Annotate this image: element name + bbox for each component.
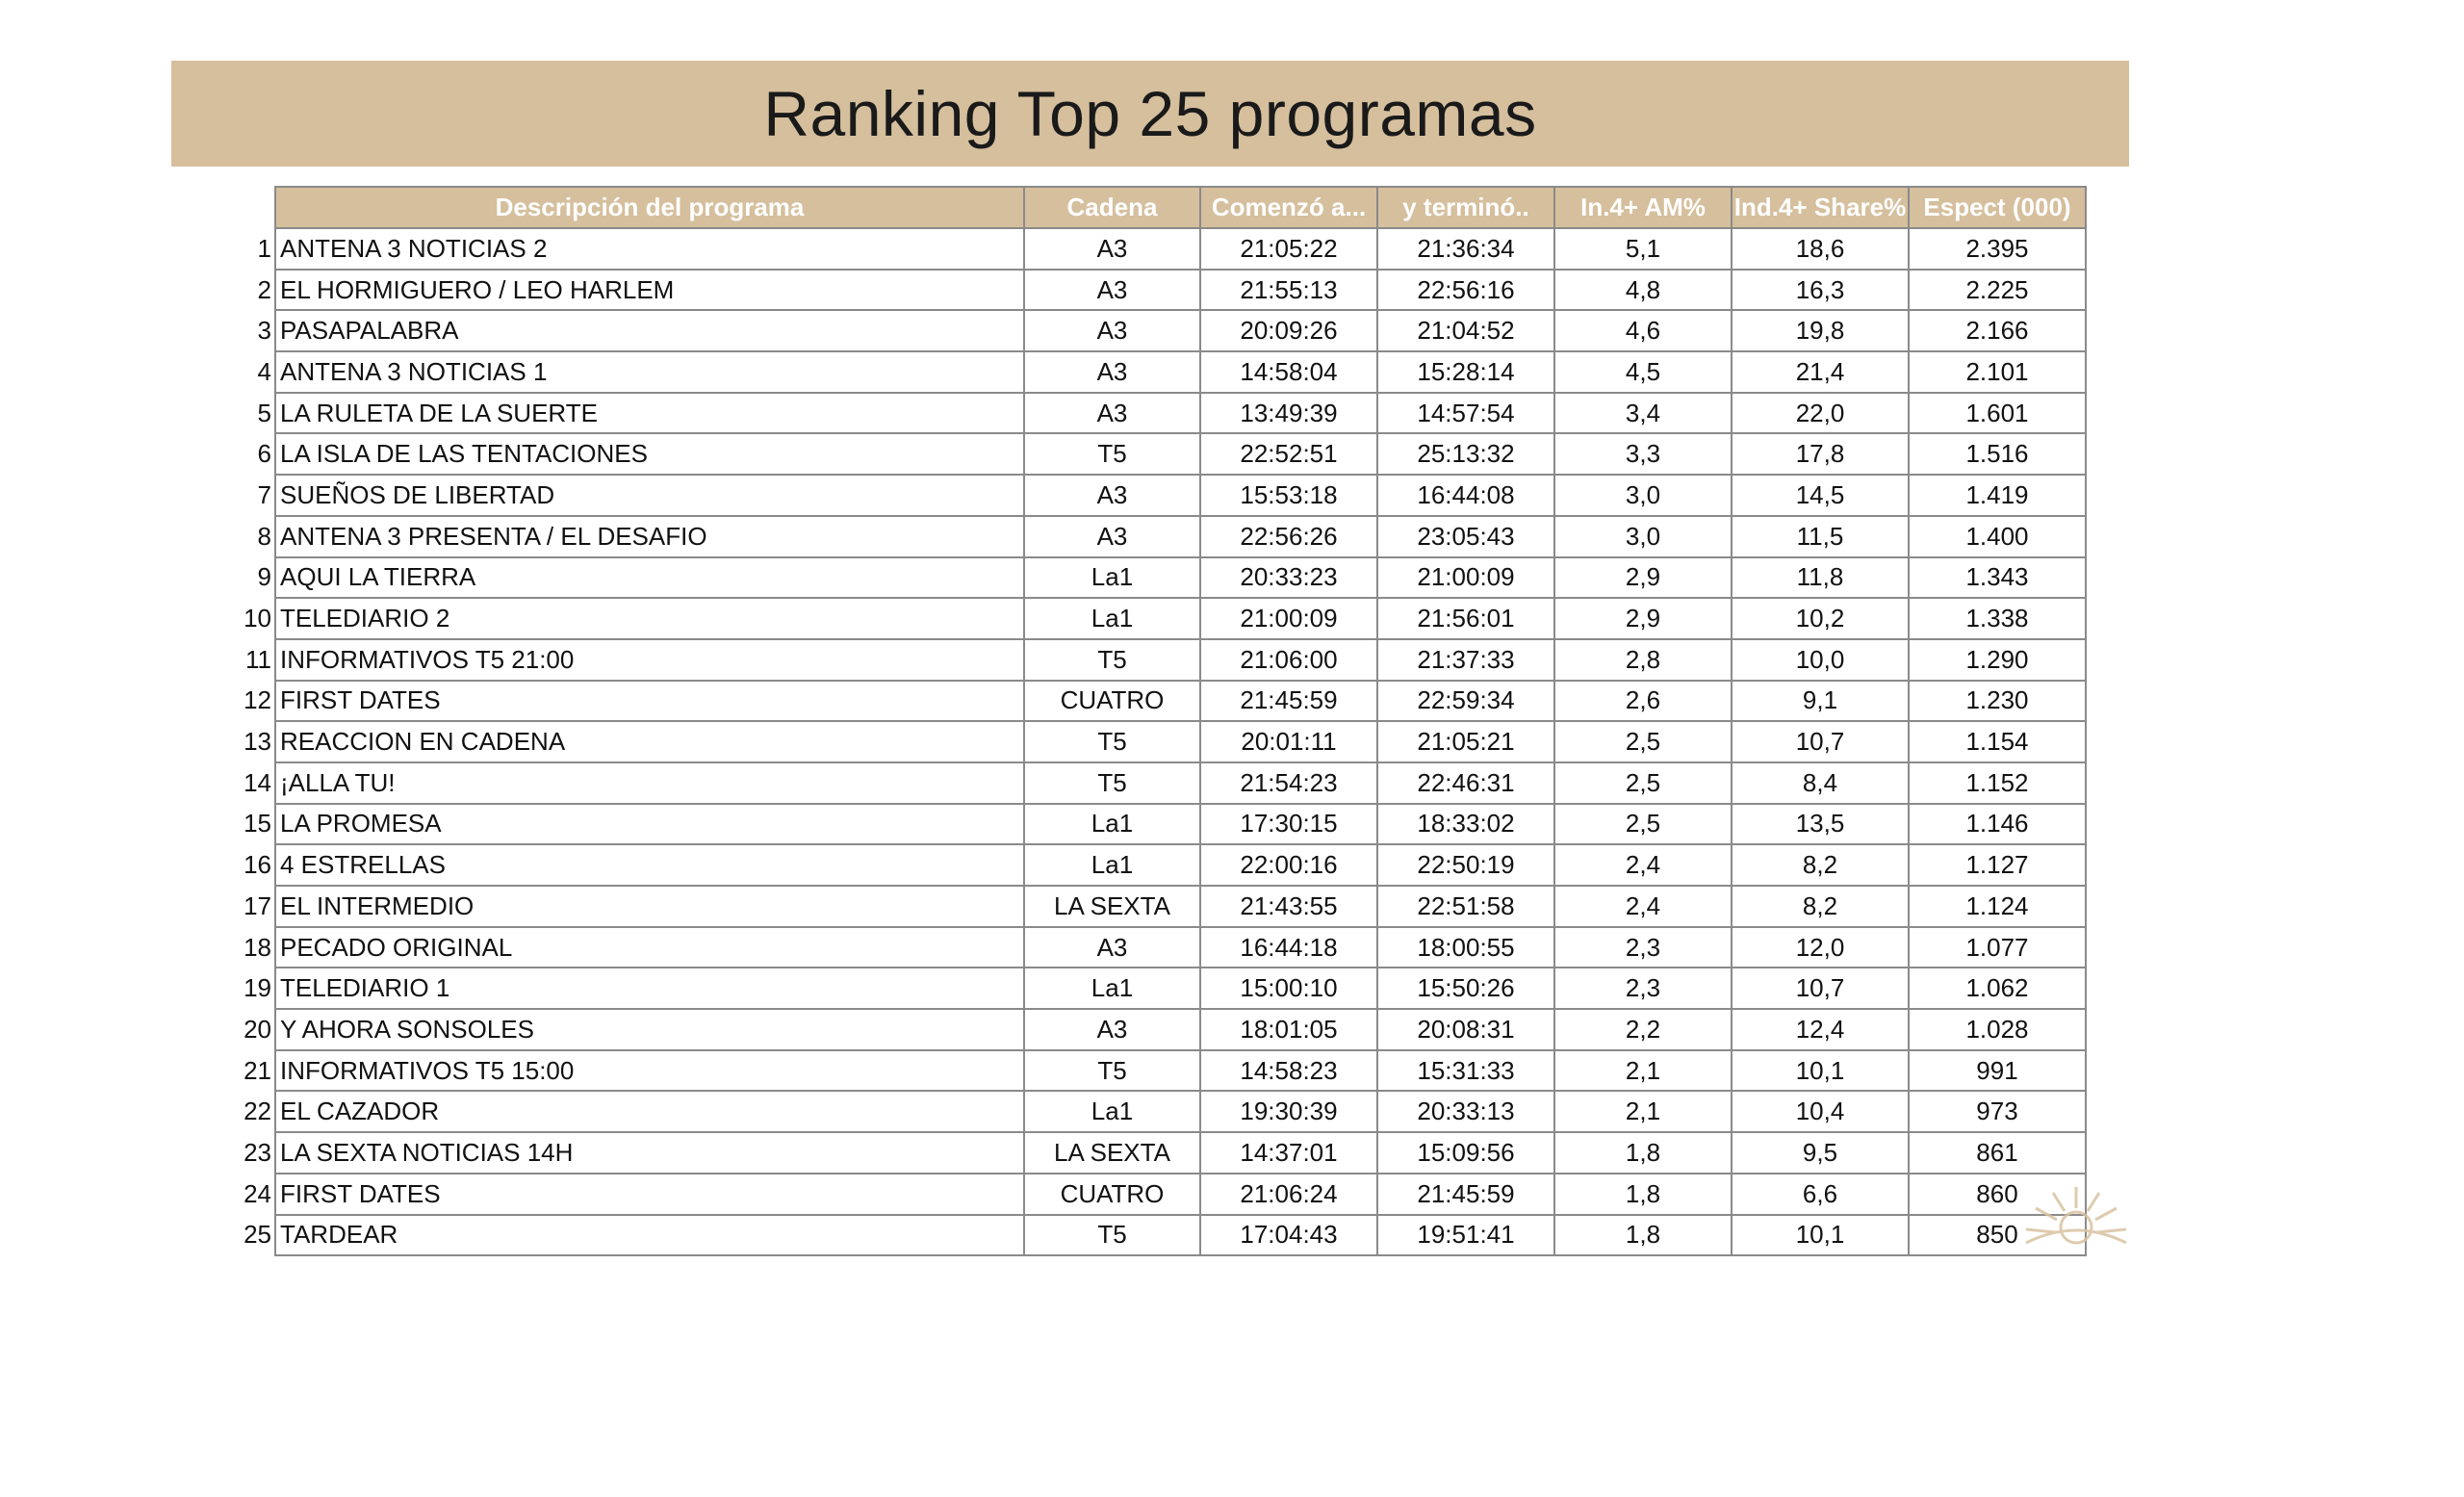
channel-cell: La1 bbox=[1024, 557, 1200, 599]
table-row bbox=[221, 270, 2086, 311]
table-row bbox=[221, 393, 2086, 434]
channel-cell: LA SEXTA bbox=[1024, 886, 1200, 927]
am-cell: 4,6 bbox=[1554, 310, 1732, 351]
start-time-cell: 22:52:51 bbox=[1200, 433, 1377, 475]
program-cell: FIRST DATES bbox=[275, 681, 1024, 722]
viewers-cell: 1.338 bbox=[1909, 598, 2086, 639]
viewers-cell: 1.154 bbox=[1909, 721, 2086, 762]
share-cell: 9,1 bbox=[1732, 681, 1909, 722]
viewers-cell: 1.400 bbox=[1909, 516, 2086, 557]
rank-cell: 13 bbox=[244, 727, 271, 757]
channel-cell: A3 bbox=[1024, 927, 1200, 968]
viewers-cell: 1.290 bbox=[1909, 639, 2086, 681]
program-cell: TELEDIARIO 1 bbox=[275, 968, 1024, 1009]
table-row bbox=[221, 804, 2086, 845]
table-row bbox=[221, 516, 2086, 557]
end-time-cell: 22:59:34 bbox=[1377, 681, 1554, 722]
viewers-cell: 1.124 bbox=[1909, 886, 2086, 927]
share-cell: 22,0 bbox=[1732, 393, 1909, 434]
am-cell: 2,3 bbox=[1554, 927, 1732, 968]
channel-cell: A3 bbox=[1024, 228, 1200, 270]
program-cell: FIRST DATES bbox=[275, 1174, 1024, 1215]
share-cell: 16,3 bbox=[1732, 270, 1909, 311]
start-time-cell: 17:04:43 bbox=[1200, 1215, 1377, 1256]
viewers-cell: 2.395 bbox=[1909, 228, 2086, 270]
am-cell: 2,5 bbox=[1554, 804, 1732, 845]
am-cell: 2,6 bbox=[1554, 681, 1732, 722]
rank-cell: 10 bbox=[244, 604, 271, 633]
end-time-cell: 21:45:59 bbox=[1377, 1174, 1554, 1215]
program-cell: REACCION EN CADENA bbox=[275, 721, 1024, 762]
viewers-cell: 1.028 bbox=[1909, 1009, 2086, 1050]
program-cell: ANTENA 3 NOTICIAS 2 bbox=[275, 228, 1024, 270]
program-cell: PECADO ORIGINAL bbox=[275, 927, 1024, 968]
channel-cell: T5 bbox=[1024, 433, 1200, 475]
share-cell: 13,5 bbox=[1732, 804, 1909, 845]
sun-logo-watermark bbox=[2007, 1179, 2146, 1247]
program-cell: LA RULETA DE LA SUERTE bbox=[275, 393, 1024, 434]
rank-header bbox=[221, 187, 275, 228]
viewers-cell: 1.152 bbox=[1909, 762, 2086, 804]
am-cell: 2,4 bbox=[1554, 886, 1732, 927]
channel-cell: A3 bbox=[1024, 1009, 1200, 1050]
viewers-cell: 1.601 bbox=[1909, 393, 2086, 434]
viewers-cell: 1.127 bbox=[1909, 844, 2086, 886]
program-cell: ANTENA 3 NOTICIAS 1 bbox=[275, 351, 1024, 393]
channel-cell: A3 bbox=[1024, 475, 1200, 516]
start-time-cell: 14:58:04 bbox=[1200, 351, 1377, 393]
table-row bbox=[221, 844, 2086, 886]
end-time-cell: 21:56:01 bbox=[1377, 598, 1554, 639]
table-row bbox=[221, 433, 2086, 475]
ranking-table bbox=[221, 186, 2087, 1256]
viewers-cell: 1.343 bbox=[1909, 557, 2086, 599]
share-cell: 10,7 bbox=[1732, 721, 1909, 762]
share-cell: 10,0 bbox=[1732, 639, 1909, 681]
end-time-cell: 21:04:52 bbox=[1377, 310, 1554, 351]
am-cell: 2,5 bbox=[1554, 762, 1732, 804]
rank-cell: 12 bbox=[244, 685, 271, 715]
start-time-cell: 21:54:23 bbox=[1200, 762, 1377, 804]
start-time-cell: 21:55:13 bbox=[1200, 270, 1377, 311]
column-header-channel: Cadena bbox=[1024, 187, 1200, 228]
share-cell: 12,0 bbox=[1732, 927, 1909, 968]
program-cell: TELEDIARIO 2 bbox=[275, 598, 1024, 639]
channel-cell: A3 bbox=[1024, 351, 1200, 393]
channel-cell: CUATRO bbox=[1024, 681, 1200, 722]
table-row bbox=[221, 1009, 2086, 1050]
end-time-cell: 18:00:55 bbox=[1377, 927, 1554, 968]
channel-cell: La1 bbox=[1024, 804, 1200, 845]
share-cell: 8,4 bbox=[1732, 762, 1909, 804]
rank-cell: 1 bbox=[257, 233, 271, 263]
viewers-cell: 1.062 bbox=[1909, 968, 2086, 1009]
channel-cell: La1 bbox=[1024, 968, 1200, 1009]
table-header-row bbox=[221, 187, 2086, 228]
program-cell: EL INTERMEDIO bbox=[275, 886, 1024, 927]
channel-cell: LA SEXTA bbox=[1024, 1132, 1200, 1174]
viewers-cell: 2.101 bbox=[1909, 351, 2086, 393]
am-cell: 3,0 bbox=[1554, 516, 1732, 557]
program-cell: EL HORMIGUERO / LEO HARLEM bbox=[275, 270, 1024, 311]
table-row bbox=[221, 475, 2086, 516]
rank-cell: 6 bbox=[257, 439, 271, 469]
start-time-cell: 21:45:59 bbox=[1200, 681, 1377, 722]
rank-cell: 11 bbox=[245, 644, 271, 674]
table-row bbox=[221, 927, 2086, 968]
channel-cell: A3 bbox=[1024, 393, 1200, 434]
start-time-cell: 20:33:23 bbox=[1200, 557, 1377, 599]
channel-cell: A3 bbox=[1024, 310, 1200, 351]
end-time-cell: 15:31:33 bbox=[1377, 1050, 1554, 1092]
table-row bbox=[221, 886, 2086, 927]
end-time-cell: 16:44:08 bbox=[1377, 475, 1554, 516]
share-cell: 10,1 bbox=[1732, 1215, 1909, 1256]
channel-cell: T5 bbox=[1024, 762, 1200, 804]
viewers-cell: 1.146 bbox=[1909, 804, 2086, 845]
rank-cell: 22 bbox=[244, 1097, 271, 1126]
table-row bbox=[221, 310, 2086, 351]
am-cell: 1,8 bbox=[1554, 1215, 1732, 1256]
channel-cell: T5 bbox=[1024, 1215, 1200, 1256]
am-cell: 1,8 bbox=[1554, 1132, 1732, 1174]
rank-cell: 9 bbox=[257, 562, 271, 592]
program-cell: ANTENA 3 PRESENTA / EL DESAFIO bbox=[275, 516, 1024, 557]
table-row bbox=[221, 351, 2086, 393]
am-cell: 2,8 bbox=[1554, 639, 1732, 681]
end-time-cell: 21:37:33 bbox=[1377, 639, 1554, 681]
table-row bbox=[221, 1174, 2086, 1215]
rank-cell: 14 bbox=[244, 767, 271, 797]
start-time-cell: 21:43:55 bbox=[1200, 886, 1377, 927]
am-cell: 2,5 bbox=[1554, 721, 1732, 762]
start-time-cell: 18:01:05 bbox=[1200, 1009, 1377, 1050]
share-cell: 14,5 bbox=[1732, 475, 1909, 516]
table-row bbox=[221, 681, 2086, 722]
start-time-cell: 16:44:18 bbox=[1200, 927, 1377, 968]
table-row bbox=[221, 1050, 2086, 1092]
rank-cell: 17 bbox=[244, 890, 271, 920]
program-cell: TARDEAR bbox=[275, 1215, 1024, 1256]
column-header-start: Comenzó a... bbox=[1200, 187, 1377, 228]
start-time-cell: 21:05:22 bbox=[1200, 228, 1377, 270]
program-cell: LA ISLA DE LAS TENTACIONES bbox=[275, 433, 1024, 475]
am-cell: 2,9 bbox=[1554, 557, 1732, 599]
viewers-cell: 1.077 bbox=[1909, 927, 2086, 968]
am-cell: 2,3 bbox=[1554, 968, 1732, 1009]
rank-cell: 4 bbox=[257, 356, 271, 386]
column-header-end: y terminó.. bbox=[1377, 187, 1554, 228]
rank-cell: 19 bbox=[244, 973, 271, 1003]
table-row bbox=[221, 557, 2086, 599]
share-cell: 8,2 bbox=[1732, 886, 1909, 927]
rank-cell: 5 bbox=[257, 398, 271, 427]
rank-cell: 2 bbox=[257, 274, 271, 304]
viewers-cell: 1.419 bbox=[1909, 475, 2086, 516]
table-row bbox=[221, 1215, 2086, 1256]
start-time-cell: 14:37:01 bbox=[1200, 1132, 1377, 1174]
end-time-cell: 21:36:34 bbox=[1377, 228, 1554, 270]
table-row bbox=[221, 721, 2086, 762]
viewers-cell: 973 bbox=[1909, 1091, 2086, 1132]
title-banner bbox=[171, 61, 2129, 167]
table-row bbox=[221, 1091, 2086, 1132]
share-cell: 10,2 bbox=[1732, 598, 1909, 639]
start-time-cell: 15:53:18 bbox=[1200, 475, 1377, 516]
program-cell: EL CAZADOR bbox=[275, 1091, 1024, 1132]
am-cell: 4,5 bbox=[1554, 351, 1732, 393]
rank-cell: 25 bbox=[244, 1220, 271, 1250]
end-time-cell: 15:50:26 bbox=[1377, 968, 1554, 1009]
channel-cell: A3 bbox=[1024, 516, 1200, 557]
rank-cell: 7 bbox=[257, 479, 271, 509]
channel-cell: A3 bbox=[1024, 270, 1200, 311]
start-time-cell: 14:58:23 bbox=[1200, 1050, 1377, 1092]
start-time-cell: 17:30:15 bbox=[1200, 804, 1377, 845]
channel-cell: T5 bbox=[1024, 1050, 1200, 1092]
rank-cell: 8 bbox=[257, 521, 271, 551]
program-cell: INFORMATIVOS T5 15:00 bbox=[275, 1050, 1024, 1092]
start-time-cell: 19:30:39 bbox=[1200, 1091, 1377, 1132]
table-row bbox=[221, 968, 2086, 1009]
viewers-cell: 1.230 bbox=[1909, 681, 2086, 722]
end-time-cell: 22:50:19 bbox=[1377, 844, 1554, 886]
viewers-cell: 860 bbox=[1909, 1174, 2086, 1215]
share-cell: 11,8 bbox=[1732, 557, 1909, 599]
table-row bbox=[221, 762, 2086, 804]
share-cell: 19,8 bbox=[1732, 310, 1909, 351]
viewers-cell: 991 bbox=[1909, 1050, 2086, 1092]
am-cell: 1,8 bbox=[1554, 1174, 1732, 1215]
program-cell: SUEÑOS DE LIBERTAD bbox=[275, 475, 1024, 516]
column-header-description: Descripción del programa bbox=[275, 187, 1024, 228]
program-cell: PASAPALABRA bbox=[275, 310, 1024, 351]
table-row bbox=[221, 598, 2086, 639]
channel-cell: La1 bbox=[1024, 1091, 1200, 1132]
rank-cell: 21 bbox=[244, 1055, 271, 1085]
viewers-cell: 1.516 bbox=[1909, 433, 2086, 475]
page-title: Ranking Top 25 programas bbox=[763, 78, 1537, 149]
end-time-cell: 23:05:43 bbox=[1377, 516, 1554, 557]
program-cell: Y AHORA SONSOLES bbox=[275, 1009, 1024, 1050]
end-time-cell: 15:09:56 bbox=[1377, 1132, 1554, 1174]
rank-cell: 23 bbox=[244, 1137, 271, 1167]
program-cell: LA PROMESA bbox=[275, 804, 1024, 845]
program-cell: AQUI LA TIERRA bbox=[275, 557, 1024, 599]
share-cell: 10,7 bbox=[1732, 968, 1909, 1009]
am-cell: 3,3 bbox=[1554, 433, 1732, 475]
channel-cell: CUATRO bbox=[1024, 1174, 1200, 1215]
share-cell: 10,4 bbox=[1732, 1091, 1909, 1132]
viewers-cell: 2.225 bbox=[1909, 270, 2086, 311]
end-time-cell: 14:57:54 bbox=[1377, 393, 1554, 434]
column-header-viewers: Espect (000) bbox=[1909, 187, 2086, 228]
end-time-cell: 22:56:16 bbox=[1377, 270, 1554, 311]
program-cell: ¡ALLA TU! bbox=[275, 762, 1024, 804]
viewers-cell: 850 bbox=[1909, 1215, 2086, 1256]
end-time-cell: 15:28:14 bbox=[1377, 351, 1554, 393]
am-cell: 3,0 bbox=[1554, 475, 1732, 516]
start-time-cell: 21:06:24 bbox=[1200, 1174, 1377, 1215]
am-cell: 2,9 bbox=[1554, 598, 1732, 639]
am-cell: 4,8 bbox=[1554, 270, 1732, 311]
end-time-cell: 20:33:13 bbox=[1377, 1091, 1554, 1132]
channel-cell: La1 bbox=[1024, 598, 1200, 639]
channel-cell: T5 bbox=[1024, 721, 1200, 762]
rank-cell: 24 bbox=[244, 1178, 271, 1208]
am-cell: 2,2 bbox=[1554, 1009, 1732, 1050]
end-time-cell: 22:46:31 bbox=[1377, 762, 1554, 804]
end-time-cell: 21:05:21 bbox=[1377, 721, 1554, 762]
table-row bbox=[221, 228, 2086, 270]
ranking-table-container bbox=[221, 186, 2087, 1256]
share-cell: 8,2 bbox=[1732, 844, 1909, 886]
end-time-cell: 25:13:32 bbox=[1377, 433, 1554, 475]
share-cell: 17,8 bbox=[1732, 433, 1909, 475]
share-cell: 9,5 bbox=[1732, 1132, 1909, 1174]
rank-cell: 3 bbox=[257, 316, 271, 346]
end-time-cell: 21:00:09 bbox=[1377, 557, 1554, 599]
rank-cell: 16 bbox=[244, 850, 271, 880]
table-row bbox=[221, 639, 2086, 681]
program-cell: INFORMATIVOS T5 21:00 bbox=[275, 639, 1024, 681]
rank-cell: 20 bbox=[244, 1014, 271, 1044]
share-cell: 21,4 bbox=[1732, 351, 1909, 393]
channel-cell: T5 bbox=[1024, 639, 1200, 681]
viewers-cell: 861 bbox=[1909, 1132, 2086, 1174]
end-time-cell: 22:51:58 bbox=[1377, 886, 1554, 927]
end-time-cell: 18:33:02 bbox=[1377, 804, 1554, 845]
start-time-cell: 15:00:10 bbox=[1200, 968, 1377, 1009]
am-cell: 2,1 bbox=[1554, 1091, 1732, 1132]
viewers-cell: 2.166 bbox=[1909, 310, 2086, 351]
share-cell: 10,1 bbox=[1732, 1050, 1909, 1092]
am-cell: 2,4 bbox=[1554, 844, 1732, 886]
end-time-cell: 20:08:31 bbox=[1377, 1009, 1554, 1050]
column-header-am: In.4+ AM% bbox=[1554, 187, 1732, 228]
start-time-cell: 20:01:11 bbox=[1200, 721, 1377, 762]
rank-cell: 18 bbox=[244, 932, 271, 962]
program-cell: LA SEXTA NOTICIAS 14H bbox=[275, 1132, 1024, 1174]
end-time-cell: 19:51:41 bbox=[1377, 1215, 1554, 1256]
start-time-cell: 22:56:26 bbox=[1200, 516, 1377, 557]
table-row bbox=[221, 1132, 2086, 1174]
channel-cell: La1 bbox=[1024, 844, 1200, 886]
share-cell: 18,6 bbox=[1732, 228, 1909, 270]
share-cell: 6,6 bbox=[1732, 1174, 1909, 1215]
start-time-cell: 20:09:26 bbox=[1200, 310, 1377, 351]
am-cell: 5,1 bbox=[1554, 228, 1732, 270]
am-cell: 2,1 bbox=[1554, 1050, 1732, 1092]
program-cell: 4 ESTRELLAS bbox=[275, 844, 1024, 886]
am-cell: 3,4 bbox=[1554, 393, 1732, 434]
start-time-cell: 21:06:00 bbox=[1200, 639, 1377, 681]
share-cell: 12,4 bbox=[1732, 1009, 1909, 1050]
rank-cell: 15 bbox=[244, 809, 271, 839]
column-header-share: Ind.4+ Share% bbox=[1732, 187, 1909, 228]
start-time-cell: 22:00:16 bbox=[1200, 844, 1377, 886]
start-time-cell: 13:49:39 bbox=[1200, 393, 1377, 434]
share-cell: 11,5 bbox=[1732, 516, 1909, 557]
start-time-cell: 21:00:09 bbox=[1200, 598, 1377, 639]
